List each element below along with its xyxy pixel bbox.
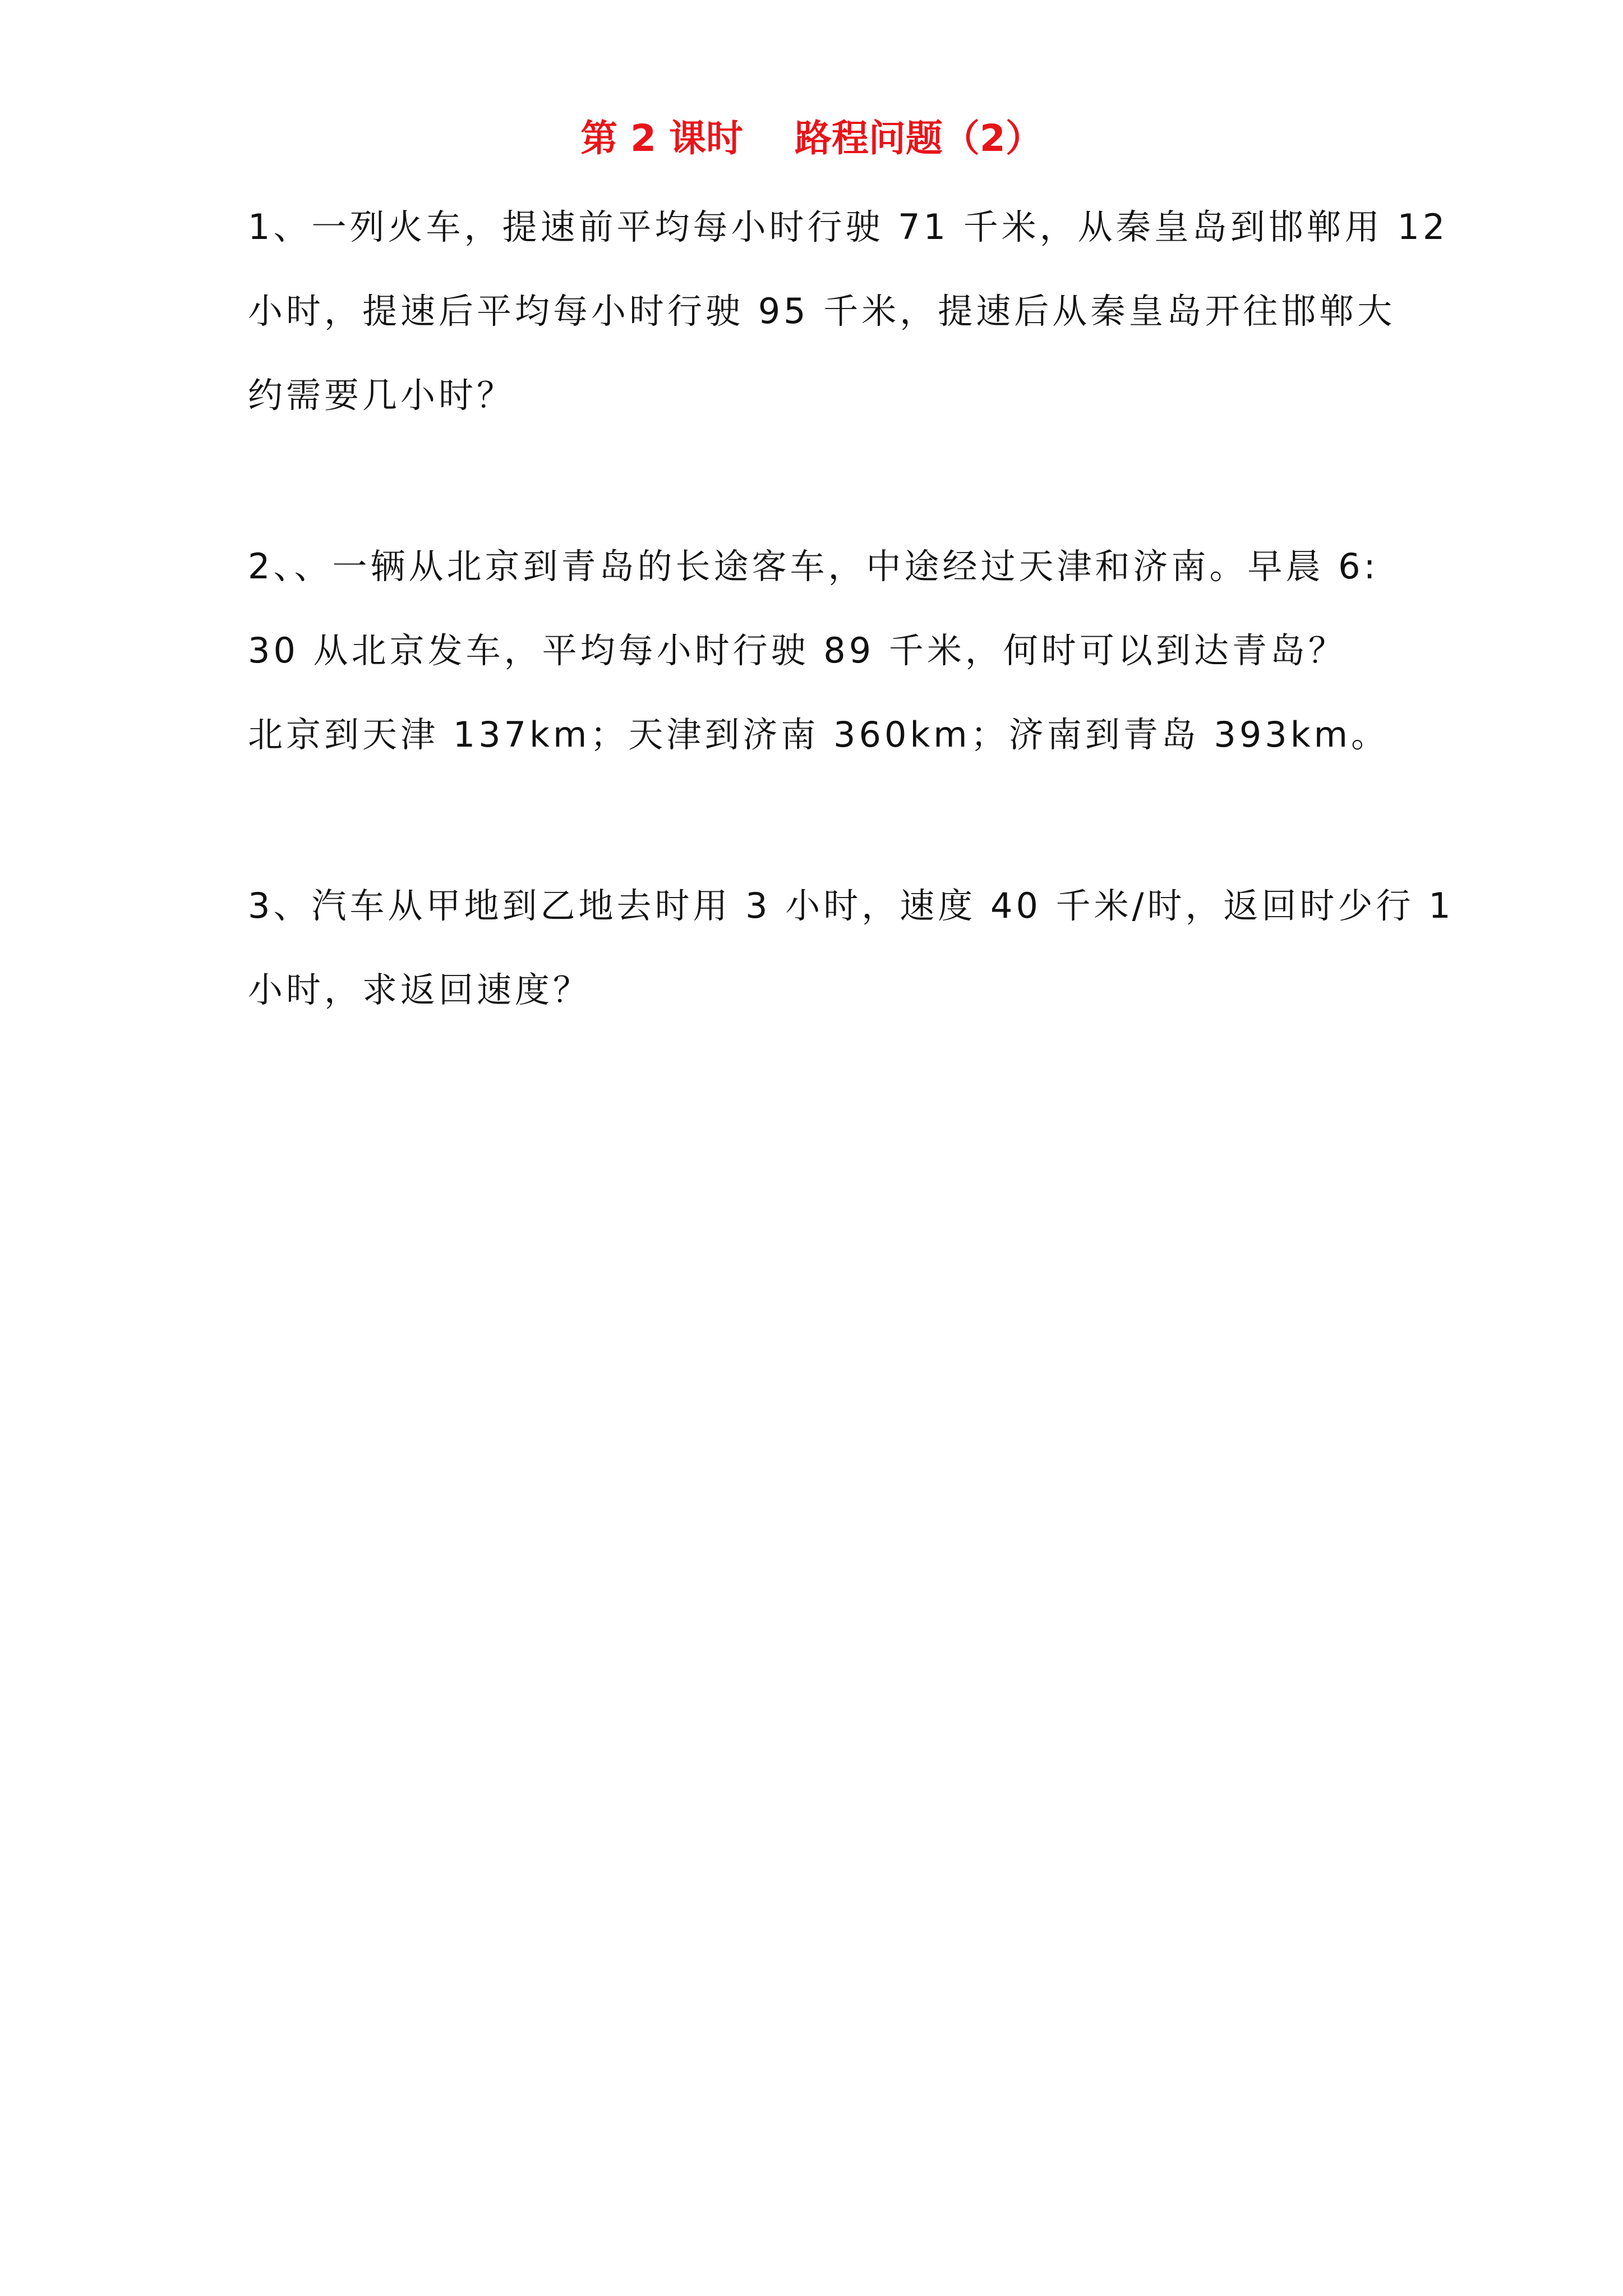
problem-3-line-2: 小时，求返回速度？: [248, 969, 592, 1010]
problem-1-line-3: 约需要几小时？: [248, 375, 515, 416]
problem-2-line-2: 30 从北京发车，平均每小时行驶 89 千米，何时可以到达青岛？: [248, 630, 1347, 671]
problem-2-line-3: 北京到天津 137km；天津到济南 360km；济南到青岛 393km。: [248, 714, 1390, 755]
problem-2-line-1: 2、、一辆从北京到青岛的长途客车，中途经过天津和济南。早晨 6:: [248, 546, 1379, 587]
page-title: 第 2 课时 路程问题（2）: [580, 117, 1043, 160]
problem-1-line-2: 小时，提速后平均每小时行驶 95 千米，提速后从秦皇岛开往邯郸大: [248, 291, 1396, 332]
problem-3-line-1: 3、汽车从甲地到乙地去时用 3 小时，速度 40 千米/时，返回时少行 1: [248, 885, 1454, 926]
problem-1-line-1: 1、一列火车，提速前平均每小时行驶 71 千米，从秦皇岛到邯郸用 12: [248, 206, 1449, 247]
